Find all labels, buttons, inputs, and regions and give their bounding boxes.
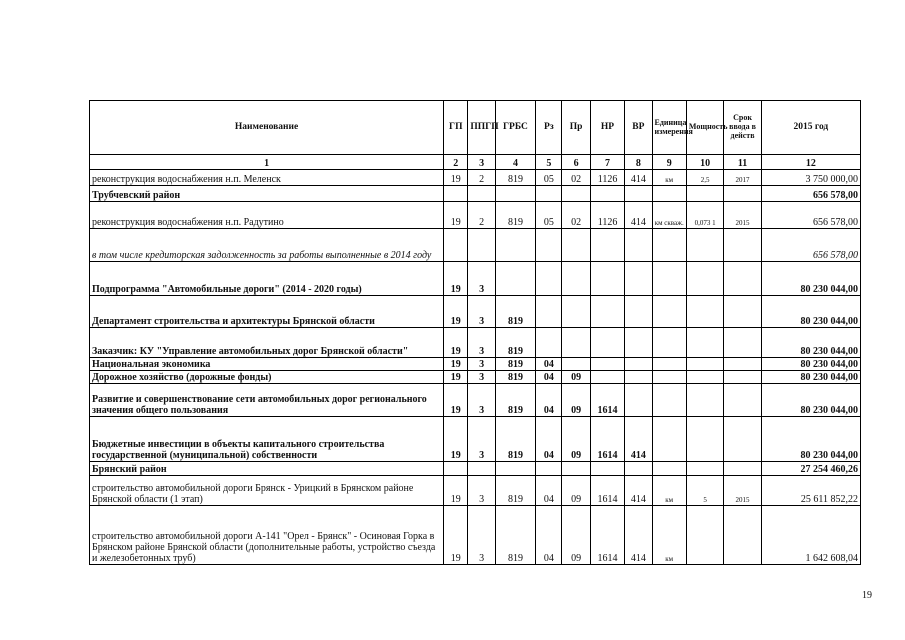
header-gp: ГП xyxy=(444,101,468,155)
cell-pr xyxy=(562,186,590,202)
header-year: 2015 год xyxy=(761,101,860,155)
cell-ppgp: 3 xyxy=(468,371,495,384)
header-row xyxy=(90,101,861,155)
cell-rz: 04 xyxy=(536,476,562,506)
cell-vr xyxy=(625,358,652,371)
cell-rz xyxy=(536,262,562,296)
cell-amount: 80 230 044,00 xyxy=(761,262,860,296)
cell-name: Бюджетные инвестиции в объекты капитального строительства государственной (муниципальной) собственности xyxy=(90,417,444,462)
cell-ppgp: 3 xyxy=(468,262,495,296)
table-row xyxy=(90,328,861,358)
cell-nr: 1614 xyxy=(590,417,624,462)
cell-amount: 80 230 044,00 xyxy=(761,328,860,358)
header-grbs: ГРБС xyxy=(495,101,535,155)
cell-grbs: 819 xyxy=(495,328,535,358)
header-term: Срок ввода в действ xyxy=(724,101,761,155)
cell-grbs: 819 xyxy=(495,506,535,565)
cell-grbs xyxy=(495,229,535,262)
table-row xyxy=(90,262,861,296)
cell-nr: 1614 xyxy=(590,384,624,417)
cell-amount: 25 611 852,22 xyxy=(761,476,860,506)
cell-vr xyxy=(625,462,652,476)
cell-grbs: 819 xyxy=(495,384,535,417)
cell-gp xyxy=(444,229,468,262)
cell-term: 2017 xyxy=(724,170,761,186)
cell-amount: 1 642 608,04 xyxy=(761,506,860,565)
cell-nr xyxy=(590,328,624,358)
cell-amount: 656 578,00 xyxy=(761,202,860,229)
col-number: 8 xyxy=(625,155,652,170)
cell-pr xyxy=(562,462,590,476)
col-number: 2 xyxy=(444,155,468,170)
cell-nr xyxy=(590,462,624,476)
cell-amount: 656 578,00 xyxy=(761,186,860,202)
cell-gp: 19 xyxy=(444,506,468,565)
cell-gp: 19 xyxy=(444,328,468,358)
cell-nr: 1614 xyxy=(590,476,624,506)
cell-pr xyxy=(562,229,590,262)
cell-ppgp xyxy=(468,186,495,202)
header-vr: ВР xyxy=(625,101,652,155)
cell-nr xyxy=(590,262,624,296)
header-rz: Рз xyxy=(536,101,562,155)
cell-name: Трубчевский район xyxy=(90,186,444,202)
cell-cap: 5 xyxy=(686,476,723,506)
cell-vr xyxy=(625,229,652,262)
cell-grbs xyxy=(495,186,535,202)
cell-vr: 414 xyxy=(625,202,652,229)
cell-amount: 80 230 044,00 xyxy=(761,417,860,462)
col-number: 9 xyxy=(652,155,686,170)
cell-grbs: 819 xyxy=(495,371,535,384)
cell-unit xyxy=(652,186,686,202)
cell-term xyxy=(724,506,761,565)
cell-gp: 19 xyxy=(444,384,468,417)
table-row xyxy=(90,384,861,417)
cell-amount: 80 230 044,00 xyxy=(761,296,860,328)
cell-ppgp: 2 xyxy=(468,170,495,186)
col-number: 1 xyxy=(90,155,444,170)
cell-term xyxy=(724,328,761,358)
cell-gp: 19 xyxy=(444,296,468,328)
cell-vr: 414 xyxy=(625,506,652,565)
cell-pr xyxy=(562,358,590,371)
cell-vr: 414 xyxy=(625,170,652,186)
cell-nr xyxy=(590,358,624,371)
col-number: 4 xyxy=(495,155,535,170)
cell-amount: 80 230 044,00 xyxy=(761,384,860,417)
cell-gp: 19 xyxy=(444,358,468,371)
cell-nr xyxy=(590,186,624,202)
cell-cap xyxy=(686,186,723,202)
cell-grbs: 819 xyxy=(495,202,535,229)
cell-cap xyxy=(686,229,723,262)
cell-amount: 80 230 044,00 xyxy=(761,371,860,384)
cell-rz: 04 xyxy=(536,384,562,417)
cell-unit: км скваж. xyxy=(652,202,686,229)
page-number: 19 xyxy=(862,590,872,601)
cell-ppgp: 3 xyxy=(468,384,495,417)
cell-vr: 414 xyxy=(625,417,652,462)
cell-ppgp: 3 xyxy=(468,476,495,506)
cell-term xyxy=(724,384,761,417)
cell-gp: 19 xyxy=(444,371,468,384)
cell-term xyxy=(724,358,761,371)
cell-name: в том числе кредиторская задолженность за работы выполненные в 2014 году xyxy=(90,229,444,262)
cell-cap xyxy=(686,417,723,462)
col-number: 5 xyxy=(536,155,562,170)
header-name: Наименование xyxy=(90,101,444,155)
cell-pr: 09 xyxy=(562,506,590,565)
cell-unit: км xyxy=(652,476,686,506)
cell-cap xyxy=(686,296,723,328)
col-number: 10 xyxy=(686,155,723,170)
cell-ppgp: 3 xyxy=(468,296,495,328)
cell-gp: 19 xyxy=(444,262,468,296)
table-row xyxy=(90,476,861,506)
header-pr: Пр xyxy=(562,101,590,155)
cell-unit xyxy=(652,371,686,384)
header-nr: НР xyxy=(590,101,624,155)
cell-unit: км xyxy=(652,170,686,186)
cell-term: 2015 xyxy=(724,476,761,506)
cell-name: Брянский район xyxy=(90,462,444,476)
col-number: 11 xyxy=(724,155,761,170)
cell-unit xyxy=(652,296,686,328)
cell-gp: 19 xyxy=(444,202,468,229)
cell-rz: 05 xyxy=(536,202,562,229)
cell-cap xyxy=(686,358,723,371)
table-row xyxy=(90,170,861,186)
cell-ppgp: 3 xyxy=(468,506,495,565)
cell-cap: 0,073 1 xyxy=(686,202,723,229)
cell-pr: 09 xyxy=(562,476,590,506)
cell-grbs: 819 xyxy=(495,417,535,462)
cell-nr xyxy=(590,229,624,262)
table-row xyxy=(90,462,861,476)
cell-vr xyxy=(625,384,652,417)
cell-unit xyxy=(652,328,686,358)
cell-grbs xyxy=(495,462,535,476)
cell-pr: 02 xyxy=(562,170,590,186)
table-row xyxy=(90,202,861,229)
cell-name: реконструкция водоснабжения н.п. Радутино xyxy=(90,202,444,229)
cell-term xyxy=(724,371,761,384)
cell-rz: 05 xyxy=(536,170,562,186)
cell-unit: км xyxy=(652,506,686,565)
cell-unit xyxy=(652,358,686,371)
cell-name: Дорожное хозяйство (дорожные фонды) xyxy=(90,371,444,384)
cell-name: строительство автомобильной дороги Брянск - Урицкий в Брянском районе Брянской области (1 этап) xyxy=(90,476,444,506)
table-row xyxy=(90,229,861,262)
cell-name: Департамент строительства и архитектуры Брянской области xyxy=(90,296,444,328)
cell-pr: 02 xyxy=(562,202,590,229)
cell-amount: 3 750 000,00 xyxy=(761,170,860,186)
cell-gp xyxy=(444,186,468,202)
cell-nr: 1614 xyxy=(590,506,624,565)
cell-rz xyxy=(536,462,562,476)
cell-rz xyxy=(536,186,562,202)
cell-unit xyxy=(652,417,686,462)
cell-unit xyxy=(652,262,686,296)
cell-pr xyxy=(562,328,590,358)
cell-term xyxy=(724,462,761,476)
cell-term xyxy=(724,229,761,262)
cell-cap xyxy=(686,262,723,296)
cell-name: Национальная экономика xyxy=(90,358,444,371)
cell-cap xyxy=(686,462,723,476)
cell-nr xyxy=(590,296,624,328)
cell-grbs: 819 xyxy=(495,296,535,328)
cell-term xyxy=(724,417,761,462)
cell-name: Заказчик: КУ "Управление автомобильных дорог Брянской области" xyxy=(90,328,444,358)
cell-ppgp xyxy=(468,462,495,476)
col-number: 12 xyxy=(761,155,860,170)
cell-grbs: 819 xyxy=(495,358,535,371)
cell-term xyxy=(724,296,761,328)
cell-pr: 09 xyxy=(562,417,590,462)
table-row xyxy=(90,371,861,384)
cell-cap xyxy=(686,371,723,384)
header-capacity: Мощность xyxy=(686,101,723,155)
cell-amount: 80 230 044,00 xyxy=(761,358,860,371)
cell-rz: 04 xyxy=(536,506,562,565)
cell-cap xyxy=(686,506,723,565)
cell-cap: 2,5 xyxy=(686,170,723,186)
cell-grbs xyxy=(495,262,535,296)
cell-gp: 19 xyxy=(444,170,468,186)
cell-pr: 09 xyxy=(562,384,590,417)
col-number: 7 xyxy=(590,155,624,170)
cell-vr xyxy=(625,186,652,202)
cell-name: строительство автомобильной дороги А-141 "Орел - Брянск" - Осиновая Горка в Брянском районе Брянской области (дополнительные работы, устройство съезда и железобетонных труб) xyxy=(90,506,444,565)
table-row xyxy=(90,186,861,202)
cell-pr xyxy=(562,296,590,328)
cell-amount: 27 254 460,26 xyxy=(761,462,860,476)
cell-pr xyxy=(562,262,590,296)
cell-term xyxy=(724,186,761,202)
cell-grbs: 819 xyxy=(495,170,535,186)
col-number: 6 xyxy=(562,155,590,170)
cell-ppgp: 3 xyxy=(468,328,495,358)
cell-grbs: 819 xyxy=(495,476,535,506)
header-ppgp: ППГП xyxy=(468,101,495,155)
cell-cap xyxy=(686,328,723,358)
table-row xyxy=(90,358,861,371)
cell-unit xyxy=(652,384,686,417)
cell-gp xyxy=(444,462,468,476)
col-number: 3 xyxy=(468,155,495,170)
cell-nr xyxy=(590,371,624,384)
cell-vr xyxy=(625,296,652,328)
cell-term: 2015 xyxy=(724,202,761,229)
cell-ppgp: 2 xyxy=(468,202,495,229)
cell-ppgp xyxy=(468,229,495,262)
cell-pr: 09 xyxy=(562,371,590,384)
budget-table xyxy=(89,100,861,565)
cell-name: Развитие и совершенствование сети автомобильных дорог регионального значения общего пользования xyxy=(90,384,444,417)
cell-nr: 1126 xyxy=(590,170,624,186)
cell-rz xyxy=(536,328,562,358)
header-unit: Единица измерения xyxy=(652,101,686,155)
table-row xyxy=(90,506,861,565)
cell-name: Подпрограмма "Автомобильные дороги" (2014 - 2020 годы) xyxy=(90,262,444,296)
cell-amount: 656 578,00 xyxy=(761,229,860,262)
cell-unit xyxy=(652,229,686,262)
cell-name: реконструкция водоснабжения н.п. Меленск xyxy=(90,170,444,186)
cell-rz xyxy=(536,229,562,262)
cell-rz: 04 xyxy=(536,358,562,371)
cell-term xyxy=(724,262,761,296)
cell-vr xyxy=(625,262,652,296)
cell-unit xyxy=(652,462,686,476)
table-row xyxy=(90,296,861,328)
cell-nr: 1126 xyxy=(590,202,624,229)
cell-cap xyxy=(686,384,723,417)
cell-rz: 04 xyxy=(536,371,562,384)
table-row xyxy=(90,417,861,462)
cell-rz: 04 xyxy=(536,417,562,462)
cell-gp: 19 xyxy=(444,417,468,462)
cell-rz xyxy=(536,296,562,328)
cell-ppgp: 3 xyxy=(468,358,495,371)
cell-vr: 414 xyxy=(625,476,652,506)
column-number-row xyxy=(90,155,861,170)
cell-ppgp: 3 xyxy=(468,417,495,462)
cell-vr xyxy=(625,328,652,358)
cell-vr xyxy=(625,371,652,384)
cell-gp: 19 xyxy=(444,476,468,506)
